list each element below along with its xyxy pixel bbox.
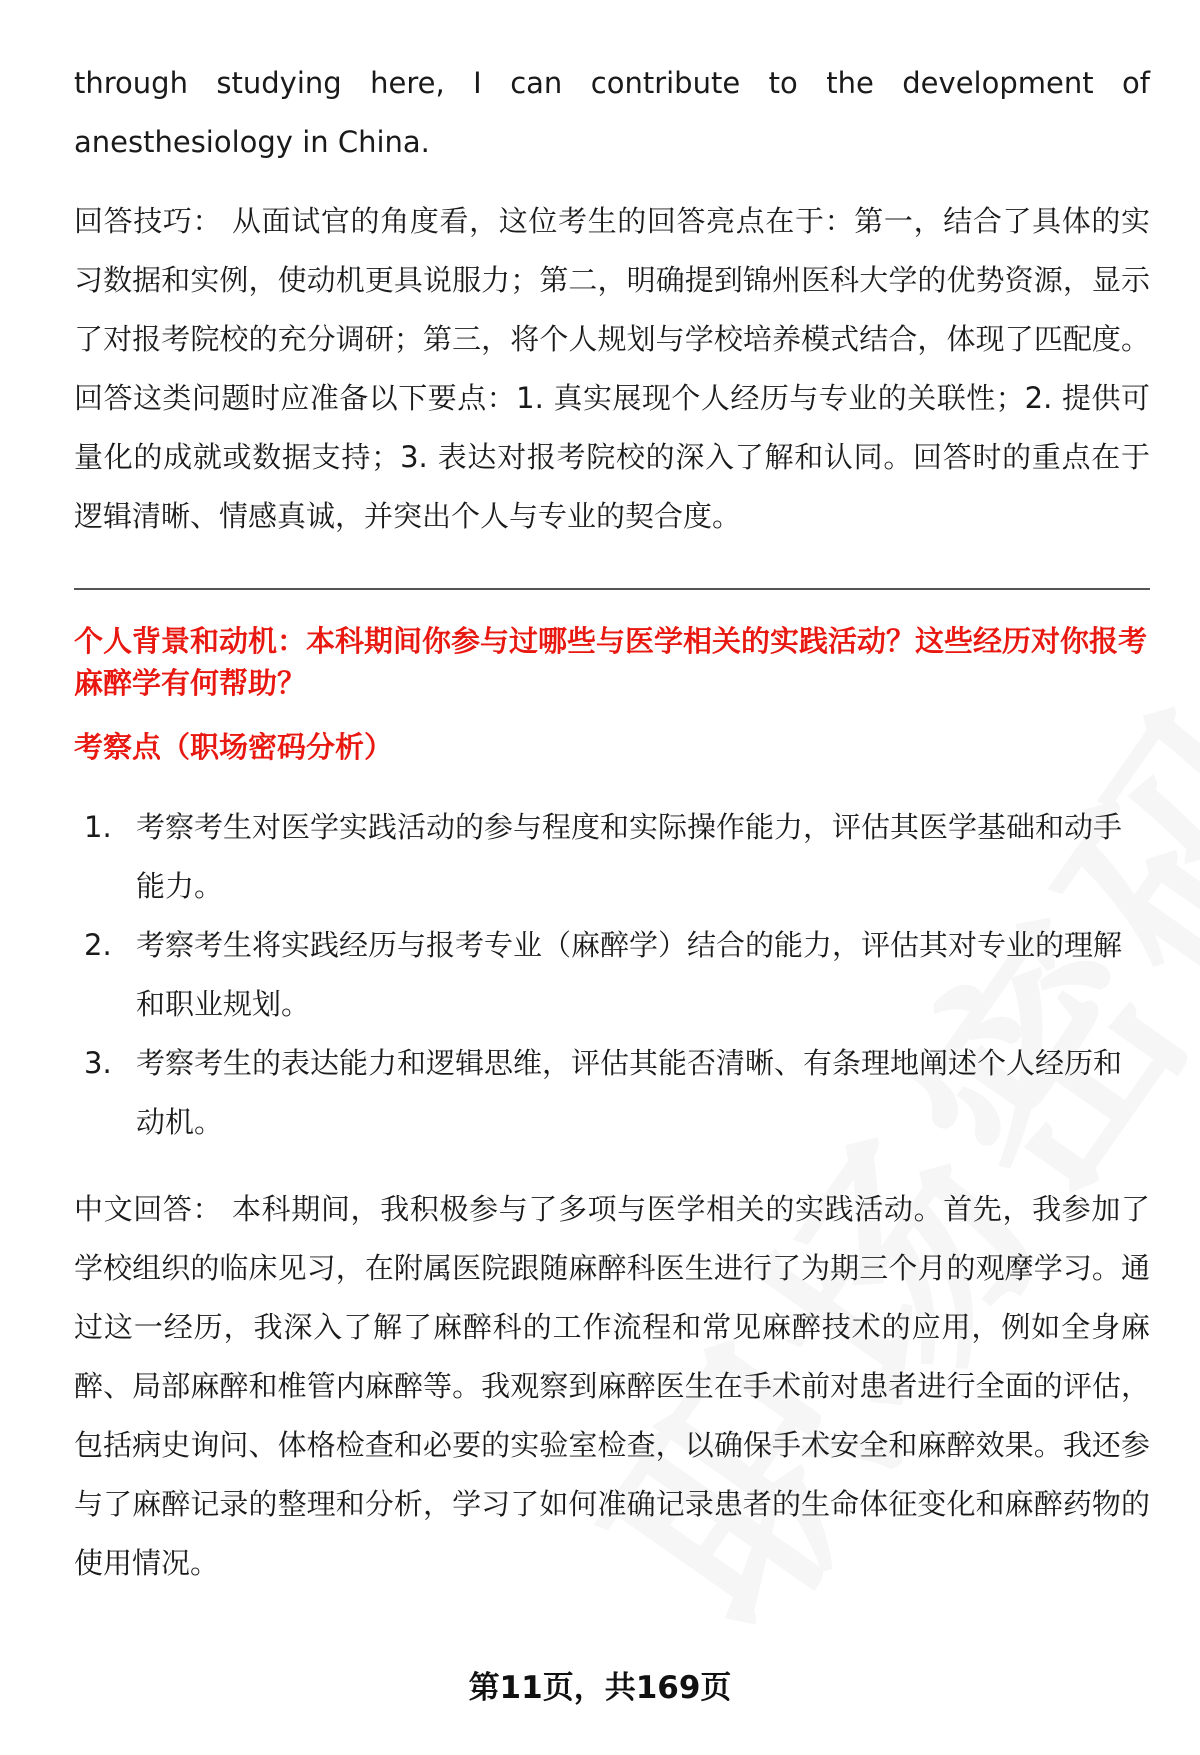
list-item xyxy=(74,916,1150,1034)
question-heading: 个人背景和动机：本科期间你参与过哪些与医学相关的实践活动？这些经历对你报考麻醉学有何帮助？ xyxy=(74,624,1148,700)
answer-text: 本科期间，我积极参与了多项与医学相关的实践活动。首先，我参加了学校组织的临床见习，在附属医院跟随麻醉科医生进行了为期三个月的观摩学习。通过这一经历，我深入了解了麻醉科的工作流程和常见麻醉技术的应用，例如全身麻醉、局部麻醉和椎管内麻醉等。我观察到麻醉医生在手术前对患者进行全面的评估，包括病史询问、体格检查和必要的实验室检查，以确保手术安全和麻醉效果。我还参与了麻醉记录的整理和分析，学习了如何准确记录患者的生命体征变化和麻醉药物的使用情况。 xyxy=(74,1192,1150,1580)
intro-english-paragraph: through studying here, I can contribute to the development of anesthesiology in China. xyxy=(74,66,1150,159)
list-item-number: 1. xyxy=(84,810,112,844)
tips-label: 回答技巧： xyxy=(74,204,223,238)
page-number: 第11页，共169页 xyxy=(468,1670,732,1706)
list-item-text: 考察考生对医学实践活动的参与程度和实际操作能力，评估其医学基础和动手能力。 xyxy=(136,810,1123,903)
tips-paragraph xyxy=(74,192,1150,546)
list-item-text: 考察考生将实践经历与报考专业（麻醉学）结合的能力，评估其对专业的理解和职业规划。 xyxy=(136,928,1123,1021)
list-item-number: 2. xyxy=(84,928,112,962)
list-item-number: 3. xyxy=(84,1046,112,1080)
answer-label: 中文回答： xyxy=(74,1192,223,1226)
list-item-text: 考察考生的表达能力和逻辑思维，评估其能否清晰、有条理地阐述个人经历和动机。 xyxy=(136,1046,1123,1139)
answer-paragraph xyxy=(74,1180,1150,1593)
document-body xyxy=(74,54,1150,1593)
points-list xyxy=(74,798,1150,1152)
list-item xyxy=(74,1034,1150,1152)
section-divider xyxy=(74,588,1150,590)
points-title: 考察点（职场密码分析） xyxy=(74,730,394,764)
tips-text: 从面试官的角度看，这位考生的回答亮点在于：第一，结合了具体的实习数据和实例，使动机更具说服力；第二，明确提到锦州医科大学的优势资源，显示了对报考院校的充分调研；第三，将个人规划与学校培养模式结合，体现了匹配度。回答这类问题时应准备以下要点：1. 真实展现个人经历与专业的关联性；2. 提供可量化的成就或数据支持；3. 表达对报考院校的深入了解和认同。回答时的重点在于逻辑清晰、情感真诚，并突出个人与专业的契合度。 xyxy=(74,204,1150,533)
list-item xyxy=(74,798,1150,916)
